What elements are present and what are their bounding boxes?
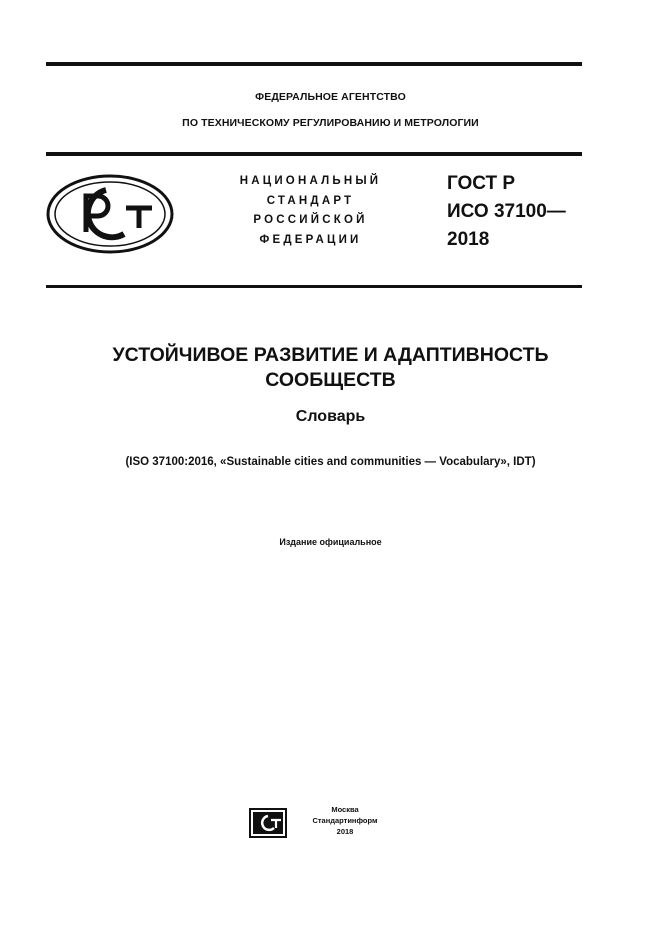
standard-designation	[447, 170, 566, 254]
designation-line-3: 2018	[447, 229, 490, 250]
standard-type-label	[208, 172, 413, 250]
bottom-divider	[46, 285, 582, 288]
title-line-2: СООБЩЕСТВ	[265, 369, 396, 391]
standard-type-line-3: РОССИЙСКОЙ	[253, 214, 368, 226]
standartinform-logo-icon	[249, 808, 287, 838]
standard-type-line-4: ФЕДЕРАЦИИ	[259, 233, 362, 246]
middle-divider	[46, 152, 582, 156]
standard-type-line-1: НАЦИОНАЛЬНЫЙ	[239, 175, 382, 187]
publisher-name: Стандартинформ	[312, 816, 378, 825]
edition-note: Издание официальное	[279, 537, 382, 547]
publisher-year: 2018	[336, 827, 354, 836]
standard-type-line-2: СТАНДАРТ	[266, 194, 355, 207]
publisher-city: Москва	[331, 805, 359, 814]
top-divider	[46, 62, 582, 66]
rst-emblem-icon	[46, 174, 176, 254]
designation-line-2: ИСО 37100—	[447, 201, 566, 222]
document-subtitle: Словарь	[295, 408, 366, 425]
designation-line-1: ГОСТ Р	[447, 173, 516, 194]
agency-name-line-1: ФЕДЕРАЛЬНОЕ АГЕНТСТВО	[255, 91, 406, 103]
agency-name-line-2: ПО ТЕХНИЧЕСКОМУ РЕГУЛИРОВАНИЮ И МЕТРОЛОГИИ	[182, 117, 479, 129]
title-line-1: УСТОЙЧИВОЕ РАЗВИТИЕ И АДАПТИВНОСТЬ	[112, 344, 549, 366]
publisher-info	[300, 804, 390, 837]
iso-reference: (ISO 37100:2016, «Sustainable cities and communities — Vocabulary», IDT)	[125, 456, 536, 468]
document-title	[0, 343, 661, 393]
